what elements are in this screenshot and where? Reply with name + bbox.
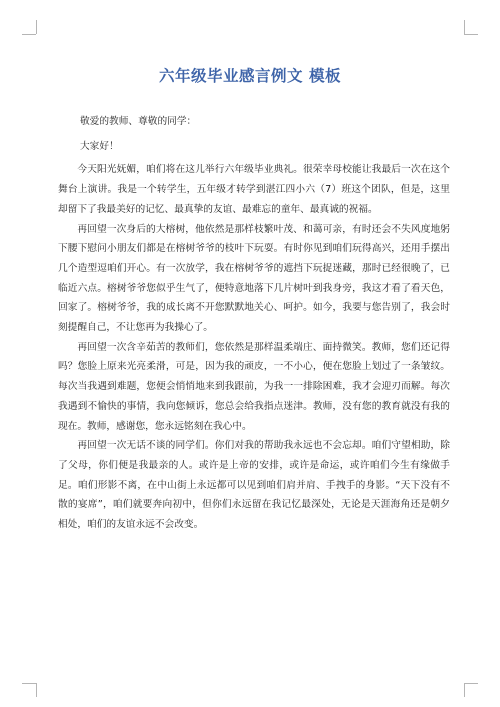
greeting: 大家好！ (80, 140, 119, 152)
paragraph-1: 今天阳光妩媚，咱们将在这儿举行六年级毕业典礼。很荣幸母校能让我最后一次在这个舞台上演讲。我是一个转学生，五年级才转学到湛江四小六（7）班这个团队，但是，这里却留下了我最美好的记忆、最真挚的友谊、最难忘的童年、最真诚的祝福。 (58, 164, 450, 215)
paragraph-2: 再回望一次身后的大榕树，他依然是那样枝繁叶茂、和蔼可亲，有时还会不失风度地躬下腰下慰问小朋友们都是在榕树爷爷的枝叶下玩耍。有时你见到咱们玩得高兴，还用手摆出几个造型逗咱们开心。有一次放学，我在榕树爷爷的遮挡下玩捉迷藏，那时已经很晚了，已临近六点。榕树爷爷您似乎生气了，便特意地落下几片树叶到我身旁，我这才看了看天色，回家了。榕树爷爷，我的成长离不开您默默地关心、呵护。如今，我要与您告别了，我会时刻提醒自己，不让您再为我操心了。 (58, 223, 450, 334)
paragraph-4: 再回望一次无话不谈的同学们。你们对我的帮助我永远也不会忘却。咱们守望相助，除了父母，你们便是我最亲的人。或许是上帝的安排，或许是命运，或许咱们今生有缘做手足。咱们形影不离，在中山街上永远都可以见到咱们肩并肩、手拽手的身影。“天下没有不散的宴席”，咱们就要奔向初中，但你们永远留在我记忆最深处，无论是天涯海角还是朝夕相处，咱们的友谊永远不会改变。 (58, 440, 450, 531)
crop-mark-top-right-h (464, 34, 478, 35)
document-title: 六年级毕业感言例文 模板 (159, 67, 341, 85)
crop-mark-bottom-left-h (22, 683, 36, 684)
crop-mark-bottom-left-v (36, 683, 37, 697)
document-body (58, 112, 450, 535)
crop-mark-top-right-v (464, 20, 465, 34)
crop-mark-bottom-right-v (464, 683, 465, 697)
crop-mark-top-left-v (36, 20, 37, 34)
crop-mark-top-left-h (22, 34, 36, 35)
salutation: 敬爱的教师、尊敬的同学： (80, 116, 197, 127)
paragraph-3: 再回望一次含辛茹苦的教师们，您依然是那样温柔端庄、面持微笑。教师，您们还记得吗？您脸上原来光亮柔滑，可是，因为我的顽皮，一不小心，便在您脸上划过了一条皱纹。每次当我遇到难题，您便会悄悄地来到我跟前，为我一一排除困难，我才会迎刃而解。每次我遇到不愉快的事情，我向您倾诉，您总会给我指点迷津。教师，没有您的教育就没有我的现在。教师，感谢您，您永远铭刻在我心中。 (58, 341, 450, 432)
crop-mark-bottom-right-h (464, 683, 478, 684)
